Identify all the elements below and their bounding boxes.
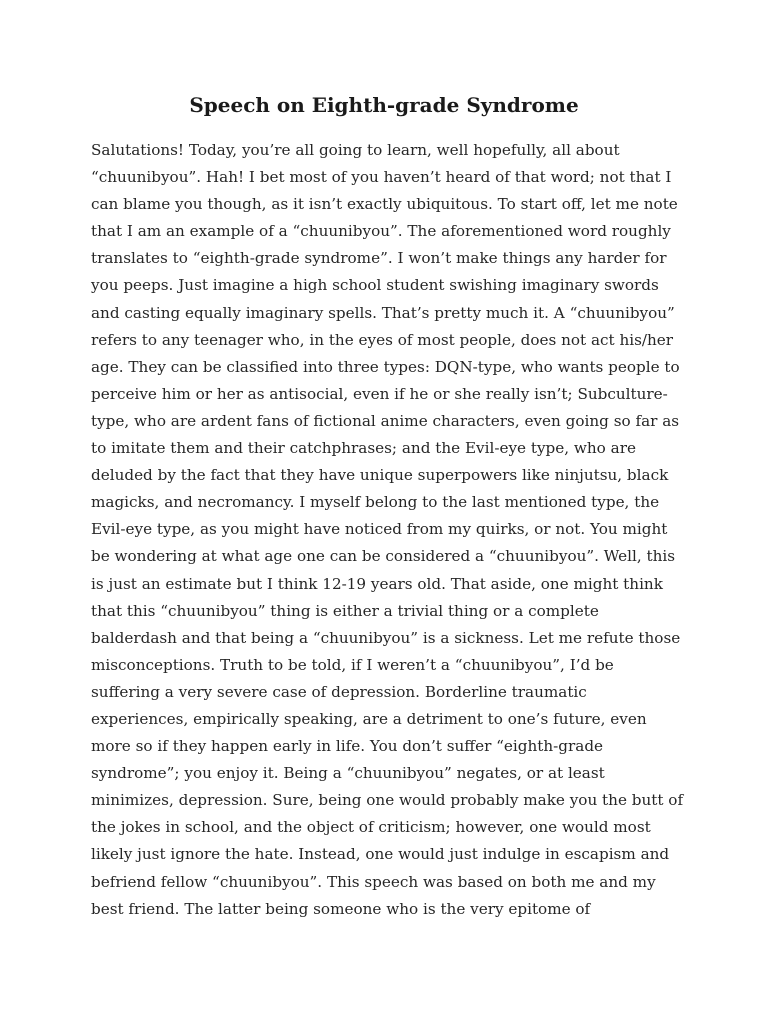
text-line: magicks, and necromancy. I myself belong to the last mentioned type, the <box>91 493 660 512</box>
text-line: likely just ignore the hate. Instead, one would just indulge in escapism and <box>91 845 670 864</box>
speech-body <box>91 137 701 923</box>
text-line: Salutations! Today, you’re all going to learn, well hopefully, all about <box>91 141 620 159</box>
text-line: Evil-eye type, as you might have noticed from my quirks, or not. You might <box>91 520 668 539</box>
text-line: type, who are ardent fans of fictional anime characters, even going so far as <box>91 411 680 430</box>
text-line: more so if they happen early in life. You don’t suffer “eighth-grade <box>91 737 604 756</box>
text-line: the jokes in school, and the object of criticism; however, one would most <box>91 818 651 837</box>
text-line: syndrome”; you enjoy it. Being a “chuunibyou” negates, or at least <box>91 764 605 783</box>
text-line: refers to any teenager who, in the eyes of most people, does not act his/her <box>91 330 674 349</box>
text-line: minimizes, depression. Sure, being one would probably make you the butt of <box>91 791 684 810</box>
document-title: Speech on Eighth-grade Syndrome <box>189 93 579 117</box>
text-line: balderdash and that being a “chuunibyou” is a sickness. Let me refute those <box>91 628 681 647</box>
text-line: experiences, empirically speaking, are a detriment to one’s future, even <box>91 709 647 728</box>
text-line: befriend fellow “chuunibyou”. This speech was based on both me and my <box>91 872 656 891</box>
text-line: misconceptions. Truth to be told, if I weren’t a “chuunibyou”, I’d be <box>91 655 614 674</box>
text-line: best friend. The latter being someone who is the very epitome of <box>91 899 591 918</box>
text-line: deluded by the fact that they have unique superpowers like ninjutsu, black <box>91 466 669 485</box>
text-line: “chuunibyou”. Hah! I bet most of you haven’t heard of that word; not that I <box>91 168 672 187</box>
text-line: perceive him or her as antisocial, even if he or she really isn’t; Subculture- <box>91 384 668 403</box>
text-line: age. They can be classified into three types: DQN-type, who wants people to <box>91 357 680 376</box>
text-line: and casting equally imaginary spells. That’s pretty much it. A “chuunibyou” <box>91 303 675 322</box>
text-line: be wondering at what age one can be considered a “chuunibyou”. Well, this <box>91 547 676 566</box>
text-line: that this “chuunibyou” thing is either a trivial thing or a complete <box>91 601 599 620</box>
text-line: translates to “eighth-grade syndrome”. I won’t make things any harder for <box>91 249 667 268</box>
text-line: can blame you though, as it isn’t exactly ubiquitous. To start off, let me note <box>91 195 678 214</box>
text-line: that I am an example of a “chuunibyou”. The aforementioned word roughly <box>91 222 671 241</box>
text-line: is just an estimate but I think 12-19 years old. That aside, one might think <box>91 574 663 593</box>
text-line: you peeps. Just imagine a high school student swishing imaginary swords <box>91 276 659 295</box>
text-line: to imitate them and their catchphrases; and the Evil-eye type, who are <box>91 439 636 458</box>
text-line: suffering a very severe case of depression. Borderline traumatic <box>91 682 587 701</box>
